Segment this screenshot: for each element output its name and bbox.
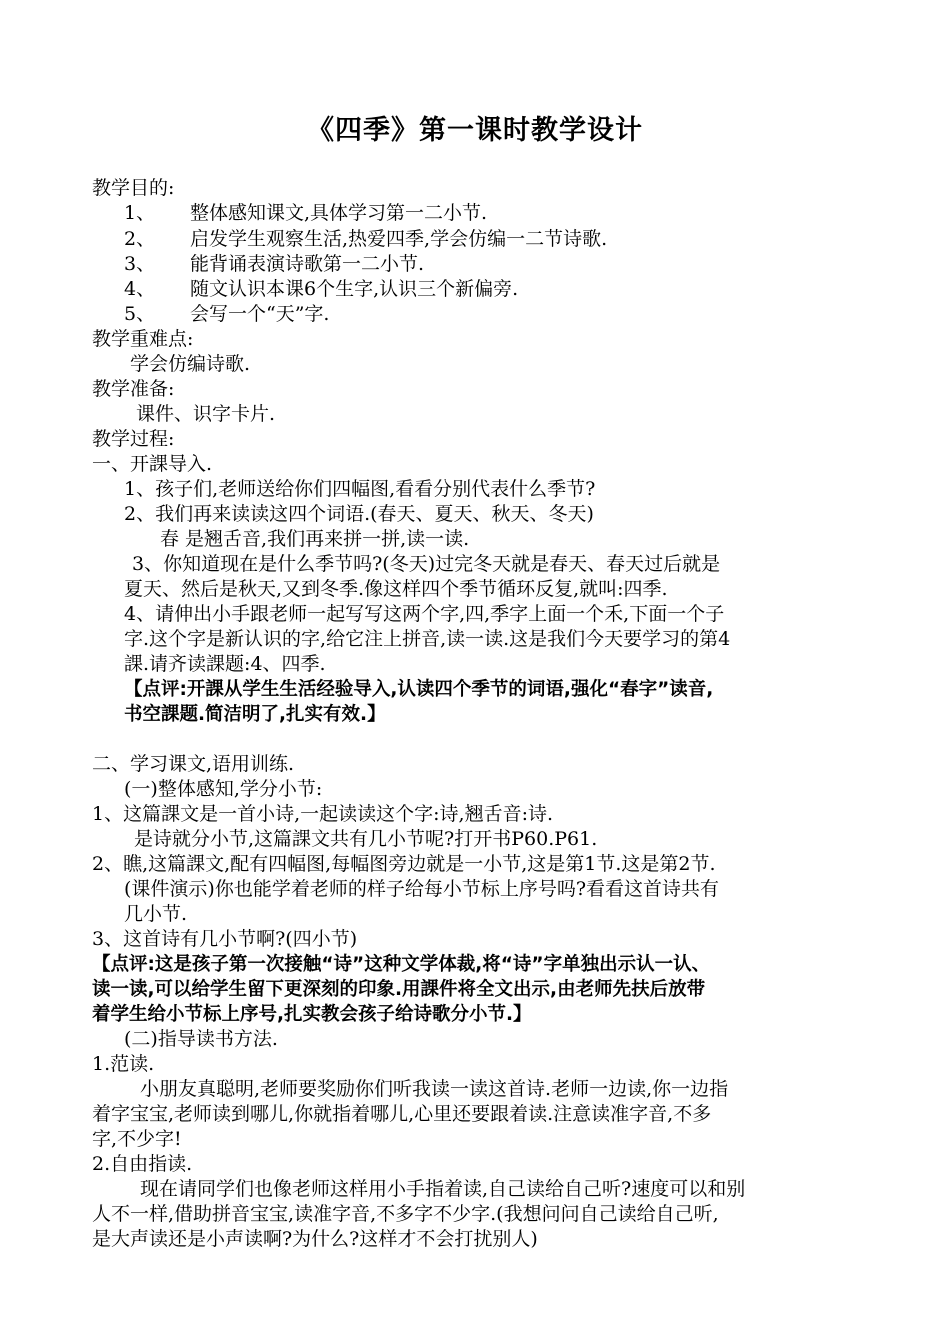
paragraph-line: 是大声读还是小声读啊?为什么?这样才不会打扰别人)	[92, 1228, 538, 1250]
section-heading: 一、开課导入.	[92, 453, 213, 475]
reading-heading: 2.自由指读.	[92, 1153, 193, 1175]
goal-item	[124, 201, 487, 226]
paragraph-line: 小朋友真聪明,老师要奖励你们听我读一读这首诗.老师一边读,你一边指	[140, 1078, 729, 1100]
goal-text: 随文认识本课6个生字,认识三个新偏旁.	[190, 278, 519, 300]
paragraph-line: 2、我们再来读读这四个词语.(春天、夏天、秋天、冬天)	[124, 503, 594, 525]
goal-item	[124, 227, 607, 252]
paragraph-line: 1、孩子们,老师送给你们四幅图,看看分别代表什么季节?	[124, 478, 596, 500]
goal-num: 1、	[124, 202, 156, 224]
page-title: 《四季》第一课时教学设计	[307, 115, 643, 146]
paragraph-line: (课件演示)你也能学着老师的样子给每小节标上序号吗?看看这首诗共有	[124, 878, 720, 900]
process-heading: 教学过程:	[92, 428, 175, 450]
key-text: 学会仿编诗歌.	[130, 353, 251, 375]
subsection-heading: (一)整体感知,学分小节:	[124, 778, 323, 800]
comment-line: 【点评:开課从学生生活经验导入,认读四个季节的词语,强化“春字”读音,	[124, 679, 714, 700]
goal-item	[124, 302, 329, 327]
section-heading: 二、学习课文,语用训练.	[92, 753, 295, 775]
prep-heading: 教学准备:	[92, 378, 175, 400]
goal-text: 启发学生观察生活,热爱四季,学会仿编一二节诗歌.	[190, 228, 608, 250]
comment-line: 书空課题.简洁明了,扎实有效.】	[124, 704, 386, 725]
paragraph-line: 字.这个字是新认识的字,给它注上拼音,读一读.这是我们今天要学习的第4	[124, 628, 731, 650]
comment-line: 着学生给小节标上序号,扎实教会孩子给诗歌分小节.】	[92, 1004, 532, 1025]
paragraph-line: 人不一样,借助拼音宝宝,读准字音,不多字不少字.(我想问问自己读给自己听,	[92, 1203, 719, 1225]
paragraph-line: 着字宝宝,老师读到哪儿,你就指着哪儿,心里还要跟着读.注意读准字音,不多	[92, 1103, 712, 1125]
paragraph-line: 春 是翘舌音,我们再来拼一拼,读一读.	[160, 528, 470, 550]
goal-text: 会写一个“天”字.	[190, 303, 330, 325]
prep-text: 课件、识字卡片.	[136, 403, 276, 425]
comment-line: 【点评:这是孩子第一次接触“诗”这种文学体裁,将“诗”字单独出示认一认、	[92, 954, 711, 975]
paragraph-line: 3、这首诗有几小节啊?(四小节)	[92, 928, 358, 950]
paragraph-line: 1、这篇課文是一首小诗,一起读读这个字:诗,翘舌音:诗.	[92, 803, 554, 825]
paragraph-line: 4、请伸出小手跟老师一起写写这两个字,四,季字上面一个禾,下面一个子	[124, 603, 725, 625]
paragraph-line: 现在请同学们也像老师这样用小手指着读,自己读给自己听?速度可以和别	[140, 1178, 746, 1200]
key-heading: 教学重难点:	[92, 328, 194, 350]
goal-num: 4、	[124, 278, 156, 300]
goal-item	[124, 252, 424, 277]
paragraph-line: 3、你知道现在是什么季节吗?(冬天)过完冬天就是春天、春天过后就是	[132, 553, 721, 575]
goal-num: 5、	[124, 303, 156, 325]
paragraph-line: 夏天、然后是秋天,又到冬季.像这样四个季节循环反复,就叫:四季.	[124, 578, 668, 600]
paragraph-line: 2、瞧,这篇課文,配有四幅图,每幅图旁边就是一小节,这是第1节.这是第2节.	[92, 853, 716, 875]
paragraph-line: 字,不少字!	[92, 1128, 182, 1150]
goal-num: 2、	[124, 228, 156, 250]
reading-heading: 1.范读.	[92, 1053, 155, 1075]
goal-num: 3、	[124, 253, 156, 275]
goal-text: 整体感知课文,具体学习第一二小节.	[190, 202, 488, 224]
paragraph-line: 課.请齐读課题:4、四季.	[124, 653, 326, 675]
goal-heading: 教学目的:	[92, 177, 175, 199]
subsection-heading: (二)指导读书方法.	[124, 1028, 278, 1050]
paragraph-line: 是诗就分小节,这篇課文共有几小节呢?打开书P60.P61.	[134, 828, 598, 850]
goal-text: 能背诵表演诗歌第一二小节.	[190, 253, 425, 275]
comment-line: 读一读,可以给学生留下更深刻的印象.用課件将全文出示,由老师先扶后放带	[92, 979, 706, 1000]
paragraph-line: 几小节.	[124, 903, 188, 925]
goal-item	[124, 277, 518, 302]
